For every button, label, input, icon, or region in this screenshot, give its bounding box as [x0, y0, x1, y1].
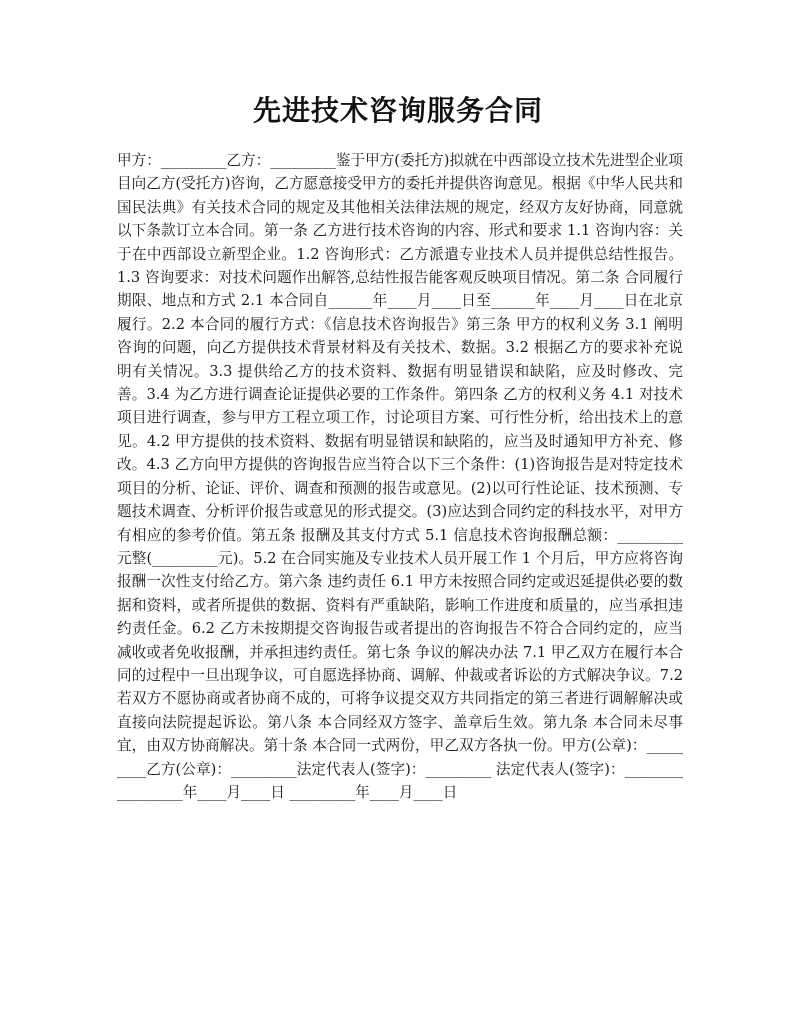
- document-title: 先进技术咨询服务合同: [252, 94, 543, 127]
- contract-body-text: 甲方：_________乙方：_________鉴于甲方(委托方)拟就在中西部设立技术先进型企业项目向乙方(受托方)咨询，乙方愿意接受甲方的委托并提供咨询意见。根据《中华人民共和国民法典》有关技术合同的规定及其他相关法律法规的规定，经双方友好协商，同意就以下条款订立本合同。第一条 乙方进行技术咨询的内容、形式和要求 1.1 咨询内容：关于在中西部设立新型企业。1.2 咨询形式：乙方派遣专业技术人员并提供总结性报告。1.3 咨询要求：对技术问题作出解答,总结性报告能客观反映项目情况。第二条 合同履行期限、地点和方式 2.1 本合同自______年____月____日至______年____月____日在北京履行。2.2 本合同的履行方式：《信息技术咨询报告》第三条 甲方的权利义务 3.1 阐明咨询的问题，向乙方提供技术背景材料及有关技术、数据。3.2 根据乙方的要求补充说明有关情况。3.3 提供给乙方的技术资料、数据有明显错误和缺陷，应及时修改、完善。3.4 为乙方进行调查论证提供必要的工作条件。第四条 乙方的权利义务 4.1 对技术项目进行调查，参与甲方工程立项工作，讨论项目方案、可行性分析，给出技术上的意见。4.2 甲方提供的技术资料、数据有明显错误和缺陷的，应当及时通知甲方补充、修改。4.3 乙方向甲方提供的咨询报告应当符合以下三个条件：(1)咨询报告是对特定技术项目的分析、论证、评价、调查和预测的报告或意见。(2)以可行性论证、技术预测、专题技术调查、分析评价报告或意见的形式提交。(3)应达到合同约定的科技水平，对甲方有相应的参考价值。第五条 报酬及其支付方式 5.1 信息技术咨询报酬总额：_________元整(_________元)。5.2 在合同实施及专业技术人员开展工作 1 个月后，甲方应将咨询报酬一次性支付给乙方。第六条 违约责任 6.1 甲方未按照合同约定或迟延提供必要的数据和资料，或者所提供的数据、资料有严重缺陷，影响工作进度和质量的，应当承担违约责任金。6.2 乙方未按期提交咨询报告或者提出的咨询报告不符合合同约定的，应当减收或者免收报酬，并承担违约责任。第七条 争议的解决办法 7.1 甲乙双方在履行本合同的过程中一旦出现争议，可自愿选择协商、调解、仲裁或者诉讼的方式解决争议。7.2 若双方不愿协商或者协商不成的，可将争议提交双方共同指定的第三者进行调解解决或直接向法院提起诉讼。第八条 本合同经双方签字、盖章后生效。第九条 本合同未尽事宜，由双方协商解决。第十条 本合同一式两份，甲乙双方各执一份。甲方(公章)：_________乙方(公章)：_________法定代表人(签字)：_________ 法定代表人(签字)：_________________年____月____日 _________年____月____日: [117, 152, 683, 801]
